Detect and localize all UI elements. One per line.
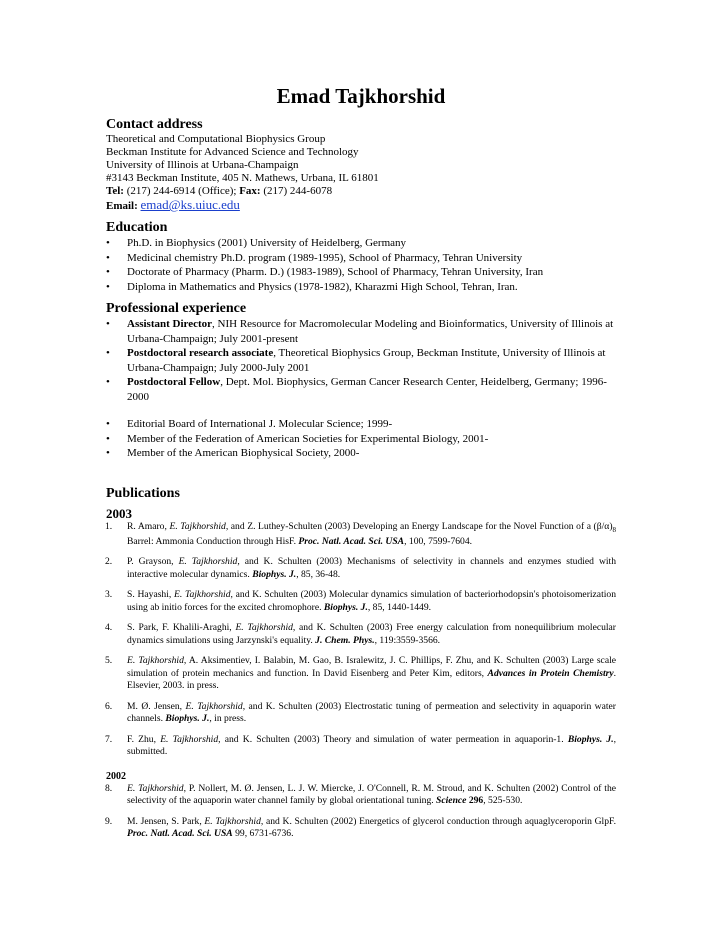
list-item: • Member of the Federation of American Societies for Experimental Biology, 2001-	[106, 432, 489, 445]
contact-line: Theoretical and Computational Biophysics Group	[106, 133, 326, 145]
contact-line: University of Illinois at Urbana-Champaign	[106, 159, 299, 171]
fax-label: Fax:	[239, 185, 261, 197]
bullet-icon: •	[106, 266, 110, 278]
list-item: • Assistant Director, NIH Resource for Macromolecular Modeling and Bioinformatics, University of Illinois at Urbana-Champaign; July 2001-present	[106, 318, 614, 345]
bullet-icon: •	[106, 251, 110, 264]
bullet-icon: •	[106, 237, 110, 249]
list-item: • Member of the American Biophysical Society, 2000-	[106, 447, 360, 459]
publication-item: 4. S. Park, F. Khalili-Araghi, E. Tajkhorshid, and K. Schulten (2003) Free energy calculation from nonequilibrium molecular dynamics simulations using Jarzynski's equality. J. Chem. Phys., 119:3559-3566.	[105, 622, 617, 646]
cv-name: Emad Tajkhorshid	[276, 84, 446, 108]
experience-list	[106, 317, 616, 404]
contact-line: #3143 Beckman Institute, 405 N. Mathews, Urbana, IL 61801	[106, 172, 379, 184]
education-list	[106, 236, 616, 294]
experience-heading: Professional experience	[106, 301, 247, 316]
cv-page	[106, 84, 616, 849]
list-item: • Postdoctoral research associate, Theoretical Biophysics Group, Beckman Institute, University of Illinois at Urbana-Champaign; July 2000-July 2001	[106, 347, 606, 374]
list-item: • Diploma in Mathematics and Physics (1978-1982), Kharazmi High School, Tehran, Iran.	[106, 280, 518, 293]
year-heading-2003: 2003	[106, 505, 132, 521]
publications-heading: Publications	[106, 485, 180, 501]
list-item: • Ph.D. in Biophysics (2001) University of Heidelberg, Germany	[106, 237, 407, 249]
list-item: • Doctorate of Pharmacy (Pharm. D.) (1983-1989), School of Pharmacy, Tehran University, Iran	[106, 266, 544, 278]
publications-2003	[106, 521, 616, 759]
email-line	[106, 198, 616, 213]
bullet-icon: •	[106, 347, 110, 359]
fax-value: (217) 244-6078	[260, 185, 333, 197]
year-heading-2002: 2002	[106, 770, 126, 782]
list-item: • Medicinal chemistry Ph.D. program (1989-1995), School of Pharmacy, Tehran University	[106, 251, 523, 264]
publication-item: 6. M. Ø. Jensen, E. Tajkhorshid, and K. Schulten (2003) Electrostatic tuning of permeation and selectivity in aquaporin water channels. Biophys. J., in press.	[105, 700, 616, 725]
publication-item: 8. E. Tajkhorshid, P. Nollert, M. Ø. Jensen, L. J. W. Miercke, J. O'Connell, R. M. Stroud, and K. Schulten (2002) Control of the selectivity of the aquaporin water channel family by global orientational tuning. Science 296, 525-530.	[105, 782, 616, 807]
tel-label: Tel:	[106, 185, 124, 197]
tel-value: (217) 244-6914 (Office);	[123, 185, 240, 197]
publication-item: 2. P. Grayson, E. Tajkhorshid, and K. Schulten (2003) Mechanisms of selectivity in channels and enzymes studied with interactive molecular dynamics. Biophys. J., 85, 36-48.	[105, 556, 617, 580]
publication-item: 5. E. Tajkhorshid, A. Aksimentiev, I. Balabin, M. Gao, B. Isralewitz, J. C. Phillips, F. Zhu, and K. Schulten (2003) Large scale simulation of protein mechanics and function. In David Eisenberg and Peter Kim, editors, Advances in Protein Chemistry. Elsevier, 2003. in press.	[105, 655, 617, 692]
publications-2002	[106, 783, 616, 841]
contact-block	[106, 133, 616, 213]
publication-item: 9. M. Jensen, S. Park, E. Tajkhorshid, and K. Schulten (2002) Energetics of glycerol conduction through aquaglyceroporin GlpF. Proc. Natl. Acad. Sci. USA 99, 6731-6736.	[105, 815, 616, 840]
list-item: • Editorial Board of International J. Molecular Science; 1999-	[106, 418, 393, 430]
bullet-icon: •	[106, 376, 110, 388]
email-label: Email:	[106, 200, 138, 212]
contact-line: Beckman Institute for Advanced Science and Technology	[106, 146, 359, 158]
membership-list	[106, 417, 616, 461]
bullet-icon: •	[106, 447, 110, 459]
email-link[interactable]: emad@ks.uiuc.edu	[140, 197, 240, 212]
bullet-icon: •	[106, 280, 110, 293]
bullet-icon: •	[106, 432, 110, 445]
list-item: • Postdoctoral Fellow, Dept. Mol. Biophysics, German Cancer Research Center, Heidelberg, Germany; 1996-2000	[106, 376, 607, 403]
publication-item: 3. S. Hayashi, E. Tajkhorshid, and K. Schulten (2003) Molecular dynamics simulation of bacteriorhodopsin's photoisomerization using ab initio forces for the excited chromophore. Biophys. J., 85, 1440-1449.	[105, 589, 616, 613]
contact-heading: Contact address	[106, 117, 203, 132]
education-heading: Education	[106, 220, 168, 235]
publication-item: 7. F. Zhu, E. Tajkhorshid, and K. Schulten (2003) Theory and simulation of water permeation in aquaporin-1. Biophys. J., submitted.	[105, 733, 616, 758]
bullet-icon: •	[106, 418, 110, 430]
bullet-icon: •	[106, 318, 110, 330]
publication-item: 1. R. Amaro, E. Tajkhorshid, and Z. Luthey-Schulten (2003) Developing an Energy Landscape for the Novel Function of a $(\beta/\alpha)_8$ Barrel: Ammonia Conduction through HisF. Proc. Natl. Acad. Sci. USA, 100, 7599-7604.	[105, 520, 617, 547]
